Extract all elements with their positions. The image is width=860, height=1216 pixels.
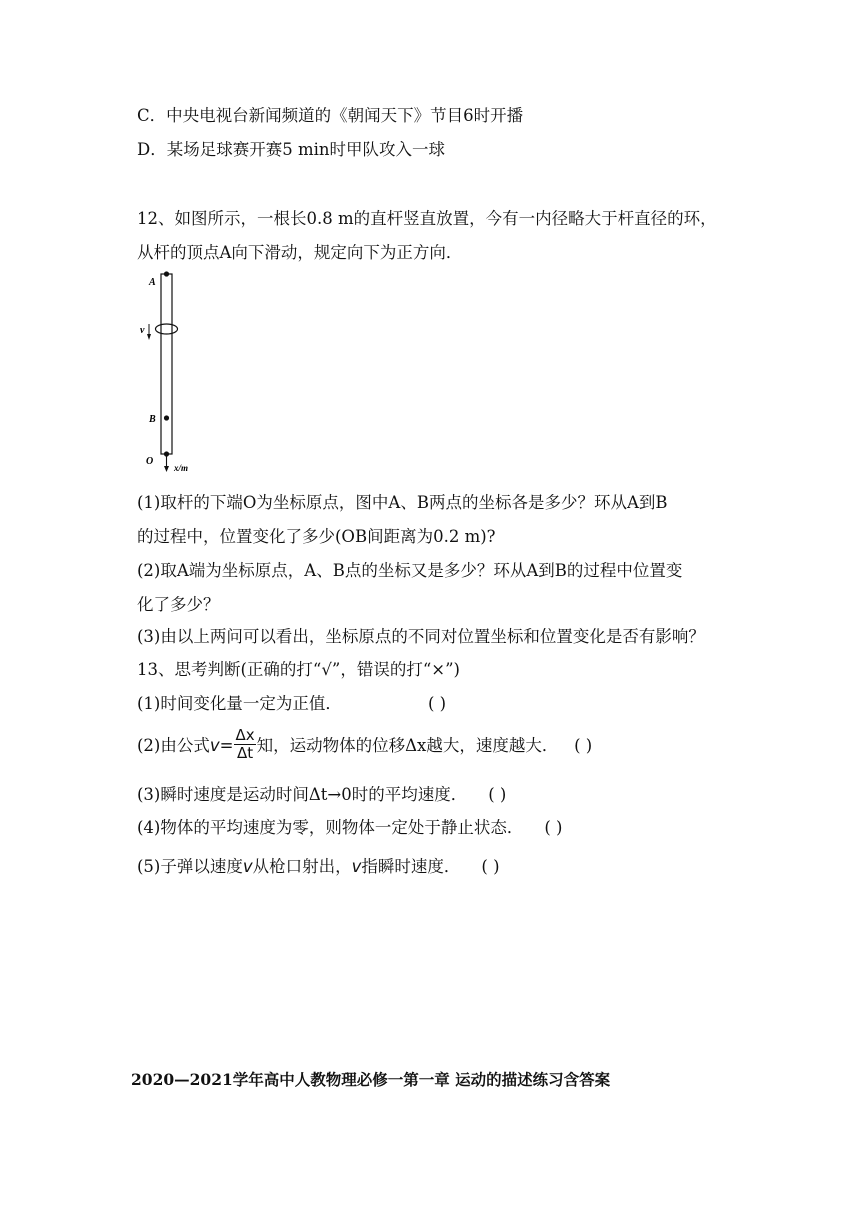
q13-s2-post: 知，运动物体的位移Δx越大，速度越大． [256, 736, 559, 755]
q13-s3 [137, 785, 506, 805]
label-b: B [149, 414, 156, 425]
fraction-denominator: Δt [236, 744, 254, 762]
footer-title: 2020—2021学年高中人教物理必修一第一章 运动的描述练习含答案 [131, 1070, 611, 1089]
option-c: C．中央电视台新闻频道的《朝闻天下》节目6时开播 [137, 106, 524, 125]
q13-s2-pre: (2)由公式 [137, 736, 210, 755]
fraction-dx-dt [234, 727, 255, 762]
label-axis: x/m [174, 463, 189, 473]
q13-s5-pre: (5)子弹以速度 [137, 857, 243, 876]
q13-s1 [137, 694, 342, 714]
q12-p2-line2: 化了多少？ [137, 595, 220, 614]
q13-s5-var2: v [351, 857, 362, 876]
q12-line1: 12、如图所示，一根长0.8 m的直杆竖直放置，今有一内径略大于杆直径的环， [137, 209, 717, 228]
q12-p1-line2: 的过程中，位置变化了多少(OB间距离为0.2 m)? [137, 527, 496, 546]
q13-s3-paren: ( ) [488, 785, 507, 804]
q13-s2 [137, 728, 592, 764]
q13-s5 [137, 857, 500, 877]
q13-s4 [137, 818, 562, 838]
label-o: O [146, 456, 154, 467]
q13-s2-paren: ( ) [574, 736, 593, 755]
point-a-dot [164, 271, 169, 276]
q12-p2-line1: (2)取A端为坐标原点，A、B点的坐标又是多少？环从A到B的过程中位置变 [137, 561, 683, 580]
fraction-numerator: Δx [235, 726, 255, 744]
q13-s1-paren: ( ) [428, 694, 447, 713]
option-d: D．某场足球赛开赛5 min时甲队攻入一球 [137, 140, 446, 159]
rod [161, 274, 172, 454]
label-a: A [149, 277, 156, 288]
q13-s5-paren: ( ) [481, 857, 500, 876]
q13-title: 13、思考判断(正确的打“√”，错误的打“×”) [137, 660, 460, 679]
q13-s5-mid: 从枪口射出， [252, 857, 352, 876]
q13-s3-text: (3)瞬时速度是运动时间Δt→0时的平均速度． [137, 785, 468, 804]
q12-p3: (3)由以上两问可以看出，坐标原点的不同对位置坐标和位置变化是否有影响？ [137, 627, 705, 646]
velocity-arrow-icon [147, 334, 151, 340]
q12-p1-line1: (1)取杆的下端O为坐标原点，图中A、B两点的坐标各是多少？环从A到B [137, 493, 668, 512]
q12-line2: 从杆的顶点A向下滑动，规定向下为正方向． [137, 243, 463, 262]
q13-s1-text: (1)时间变化量一定为正值． [137, 694, 342, 713]
q13-s2-var: v [209, 736, 220, 755]
axis-arrow-icon [164, 466, 169, 472]
point-b-dot [164, 415, 169, 420]
q13-s4-text: (4)物体的平均速度为零，则物体一定处于静止状态． [137, 818, 524, 837]
rod-figure [140, 268, 200, 473]
q13-s5-post: 指瞬时速度． [361, 857, 461, 876]
label-v: v [140, 325, 145, 336]
q13-s5-var1: v [242, 857, 253, 876]
q13-s2-eq: = [219, 736, 234, 755]
q13-s4-paren: ( ) [544, 818, 563, 837]
ring [156, 324, 178, 334]
